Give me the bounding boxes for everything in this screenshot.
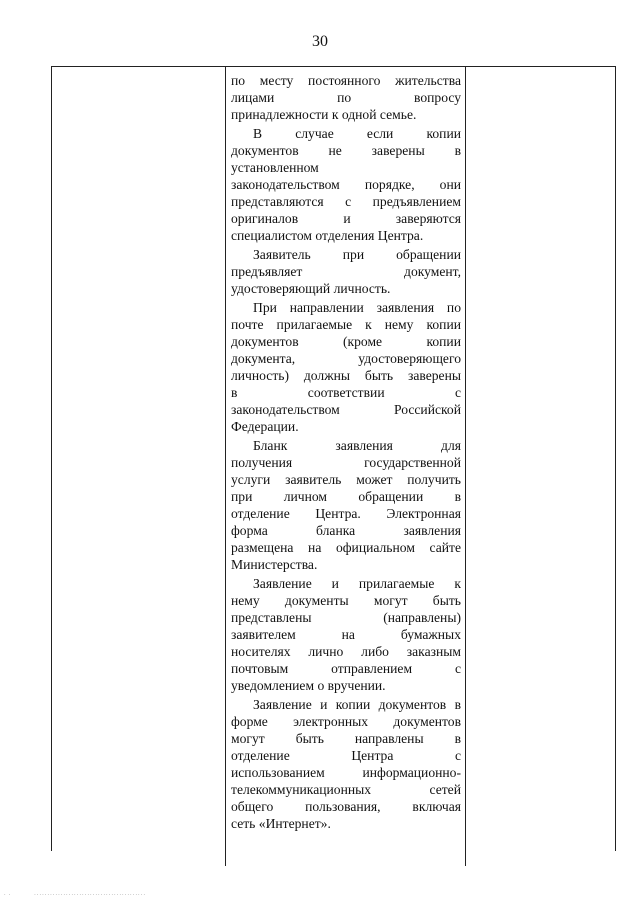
text-line: Федерации. [231, 419, 299, 434]
paragraph [231, 125, 461, 244]
text-line: в соответствии с [231, 385, 461, 400]
text-line: носителях лично либо заказным [231, 644, 461, 659]
text-line: В случае если копии [253, 126, 461, 141]
text-line: представляются с предъявлением [231, 194, 461, 209]
column-divider-1 [225, 66, 226, 866]
text-line: оригиналов и заверяются [231, 211, 461, 226]
text-line: почте прилагаемые к нему копии [231, 317, 461, 332]
text-line: Заявление и копии документов в [253, 697, 461, 712]
text-line: отделение Центра с [231, 748, 461, 763]
paragraph [231, 246, 461, 297]
text-line: нему документы могут быть [231, 593, 461, 608]
text-line: Бланк заявления для [253, 438, 461, 453]
text-line: законодательством порядке, они [231, 177, 461, 192]
text-line: телекоммуникационных сетей [231, 782, 461, 797]
text-line: почтовым отправлением с [231, 661, 461, 676]
paragraph [231, 72, 461, 123]
text-line: специалистом отделения Центра. [231, 228, 424, 243]
text-line: принадлежности к одной семье. [231, 107, 417, 122]
text-line: удостоверяющий личность. [231, 281, 391, 296]
text-line: могут быть направлены в [231, 731, 461, 746]
text-line: При направлении заявления по [253, 300, 461, 315]
text-line: Министерства. [231, 557, 318, 572]
paragraph [231, 299, 461, 435]
text-line: форме электронных документов [231, 714, 461, 729]
text-line: общего пользования, включая [231, 799, 461, 814]
table-top-border [51, 66, 616, 67]
text-line: законодательством Российской [231, 402, 461, 417]
text-line: документов (кроме копии [231, 334, 461, 349]
text-line: размещена на официальном сайте [231, 540, 461, 555]
table-cell-content [231, 72, 461, 834]
text-line: заявителем на бумажных [231, 627, 461, 642]
text-line: отделение Центра. Электронная [231, 506, 461, 521]
text-line: форма бланка заявления [231, 523, 461, 538]
text-line: лицами по вопросу [231, 90, 461, 105]
paragraph [231, 575, 461, 694]
table-left-border [51, 66, 52, 851]
text-line: установленном [231, 160, 319, 175]
page-number: 30 [312, 33, 328, 50]
text-line: уведомлением о вручении. [231, 678, 386, 693]
scan-artifact: · · ·········································· [4, 893, 147, 898]
text-line: документов не заверены в [231, 143, 461, 158]
text-line: сеть «Интернет». [231, 816, 331, 831]
text-line: предъявляет документ, [231, 264, 461, 279]
text-line: использованием информационно- [231, 765, 461, 780]
text-line: личность) должны быть заверены [231, 368, 461, 383]
text-line: по месту постоянного жительства [231, 73, 461, 88]
text-line: Заявление и прилагаемые к [253, 576, 461, 591]
paragraph [231, 437, 461, 573]
column-divider-2 [465, 66, 466, 866]
paragraph [231, 696, 461, 832]
text-line: при личном обращении в [231, 489, 461, 504]
text-line: получения государственной [231, 455, 461, 470]
table-right-border [615, 66, 616, 851]
text-line: Заявитель при обращении [253, 247, 461, 262]
text-line: представлены (направлены) [231, 610, 461, 625]
text-line: документа, удостоверяющего [231, 351, 461, 366]
text-line: услуги заявитель может получить [231, 472, 461, 487]
